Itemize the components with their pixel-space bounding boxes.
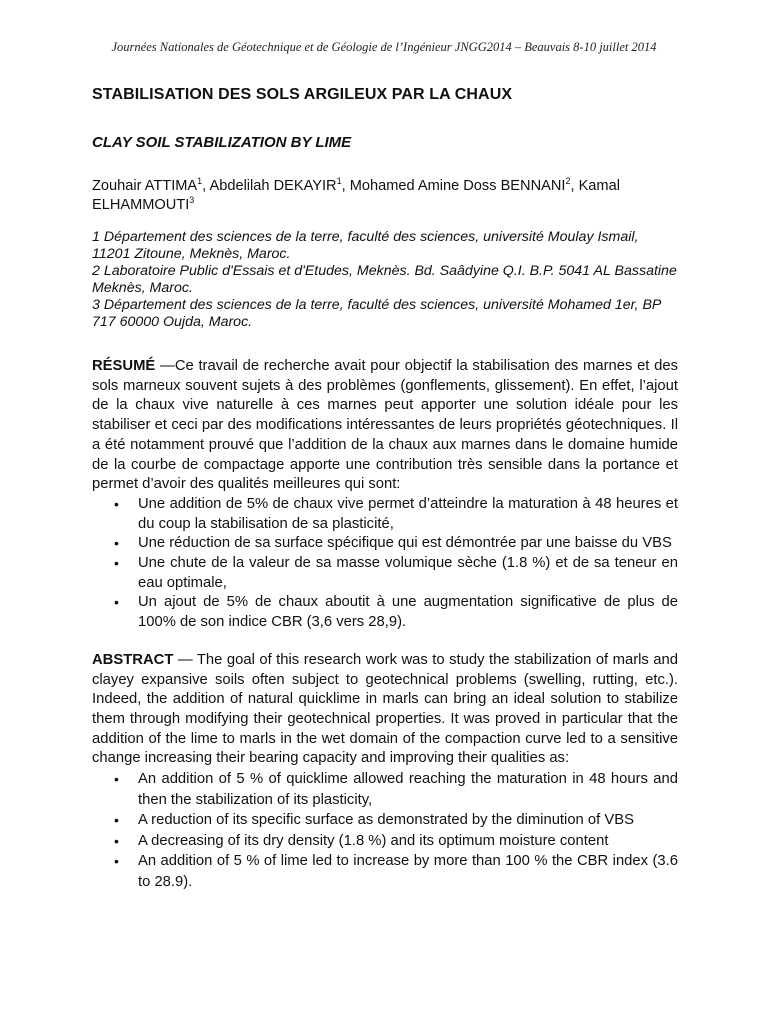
bullet-icon: • xyxy=(114,771,119,788)
paper-content xyxy=(92,86,678,893)
list-item xyxy=(92,495,678,534)
author-name: Zouhair ATTIMA xyxy=(92,178,198,194)
abstract-text: — The goal of this research work was to study the stabilization of marls and clayey expansive soils often subject to geotechnical problems (swelling, rutting, etc.). Indeed, the addition of natural quicklime in marls can bring an ideal solution to stabilize them through modifying their geotechnical properties. It was proved in particular that the addition of the lime to marls in the wet domain of the compaction curve led to a sensitive change increasing their bearing capacity and improving their qualities as: xyxy=(92,651,678,767)
author-name: Kamal ELHAMMOUTI xyxy=(92,178,620,213)
affiliation-2: 2 Laboratoire Public d'Essais et d'Etudes, Meknès. Bd. Saâdyine Q.I. B.P. 5041 AL Bassatine Meknès, Maroc. xyxy=(92,263,677,296)
author-affiliation-mark: 3 xyxy=(189,195,195,206)
bullet-icon: • xyxy=(114,535,119,552)
bullet-icon: • xyxy=(114,853,119,870)
list-item xyxy=(92,769,678,810)
list-item-text: An addition of 5 % of lime led to increase by more than 100 % the CBR index (3.6 to 28.9). xyxy=(138,853,678,891)
resume-paragraph xyxy=(92,357,678,495)
list-item xyxy=(92,810,678,831)
title-french: STABILISATION DES SOLS ARGILEUX PAR LA CHAUX xyxy=(92,86,513,103)
list-item xyxy=(92,593,678,632)
affiliation-3: 3 Département des sciences de la terre, faculté des sciences, université Mohamed 1er, BP 717 60000 Oujda, Maroc. xyxy=(92,297,661,330)
list-item xyxy=(92,831,678,852)
running-header: Journées Nationales de Géotechnique et de Géologie de l’Ingénieur JNGG2014 – Beauvais 8-10 juillet 2014 xyxy=(111,40,657,54)
list-item xyxy=(92,554,678,593)
author-name: Mohamed Amine Doss BENNANI xyxy=(349,178,566,194)
abstract-bullet-list xyxy=(92,769,678,893)
resume-section xyxy=(92,357,678,633)
affiliation-list xyxy=(92,229,678,331)
bullet-icon: • xyxy=(114,495,119,512)
author-separator: , xyxy=(341,178,350,194)
list-item-text: A decreasing of its dry density (1.8 %) and its optimum moisture content xyxy=(138,832,609,849)
bullet-icon: • xyxy=(114,555,119,572)
title-english: CLAY SOIL STABILIZATION BY LIME xyxy=(92,134,352,151)
list-item-text: Une chute de la valeur de sa masse volumique sèche (1.8 %) et de sa teneur en eau optimale, xyxy=(138,555,678,591)
author-affiliation-mark: 2 xyxy=(565,176,571,187)
author-affiliation-mark: 1 xyxy=(336,176,342,187)
list-item xyxy=(92,534,678,554)
author-list xyxy=(92,177,678,215)
bullet-icon: • xyxy=(114,594,119,611)
affiliation-1: 1 Département des sciences de la terre, faculté des sciences, université Moulay Ismail, 11201 Zitoune, Meknès, Maroc. xyxy=(92,229,639,262)
list-item-text: An addition of 5 % of quicklime allowed reaching the maturation in 48 hours and then the stabilization of its plasticity, xyxy=(138,771,678,808)
author-name: Abdelilah DEKAYIR xyxy=(209,178,337,194)
list-item-text: Une addition de 5% de chaux vive permet d’atteindre la maturation à 48 heures et du coup la stabilisation de sa plasticité, xyxy=(138,495,678,532)
author-separator: , xyxy=(202,178,210,194)
author-separator: , xyxy=(570,178,579,194)
resume-bullet-list xyxy=(92,495,678,633)
bullet-icon: • xyxy=(114,832,119,849)
author-affiliation-mark: 1 xyxy=(197,176,203,187)
list-item-text: A reduction of its specific surface as demonstrated by the diminution of VBS xyxy=(138,812,634,829)
abstract-label: ABSTRACT xyxy=(92,651,174,668)
bullet-icon: • xyxy=(114,812,119,829)
abstract-paragraph xyxy=(92,651,678,769)
list-item-text: Un ajout de 5% de chaux aboutit à une augmentation significative de plus de 100% de son indice CBR (3,6 vers 28,9). xyxy=(138,594,678,631)
resume-label: RÉSUMÉ xyxy=(92,358,156,374)
abstract-section xyxy=(92,651,678,893)
list-item xyxy=(92,851,678,892)
resume-text: —Ce travail de recherche avait pour objectif la stabilisation des marnes et des sols marneux souvent sujets à des problèmes (gonflements, glissement). En effet, l’ajout de la chaux vive naturelle à ces marnes peut apporter une solution idéale pour les stabiliser et ceci par des modifications intéressantes de leurs propriétés géotechniques. Il a été notamment prouvé que l’addition de la chaux aux marnes dans le domaine humide de la courbe de compactage apporte une contribution très sensible dans la portance et permet d’avoir des qualités meilleures qui sont: xyxy=(92,358,678,493)
list-item-text: Une réduction de sa surface spécifique qui est démontrée par une baisse du VBS xyxy=(138,535,672,552)
